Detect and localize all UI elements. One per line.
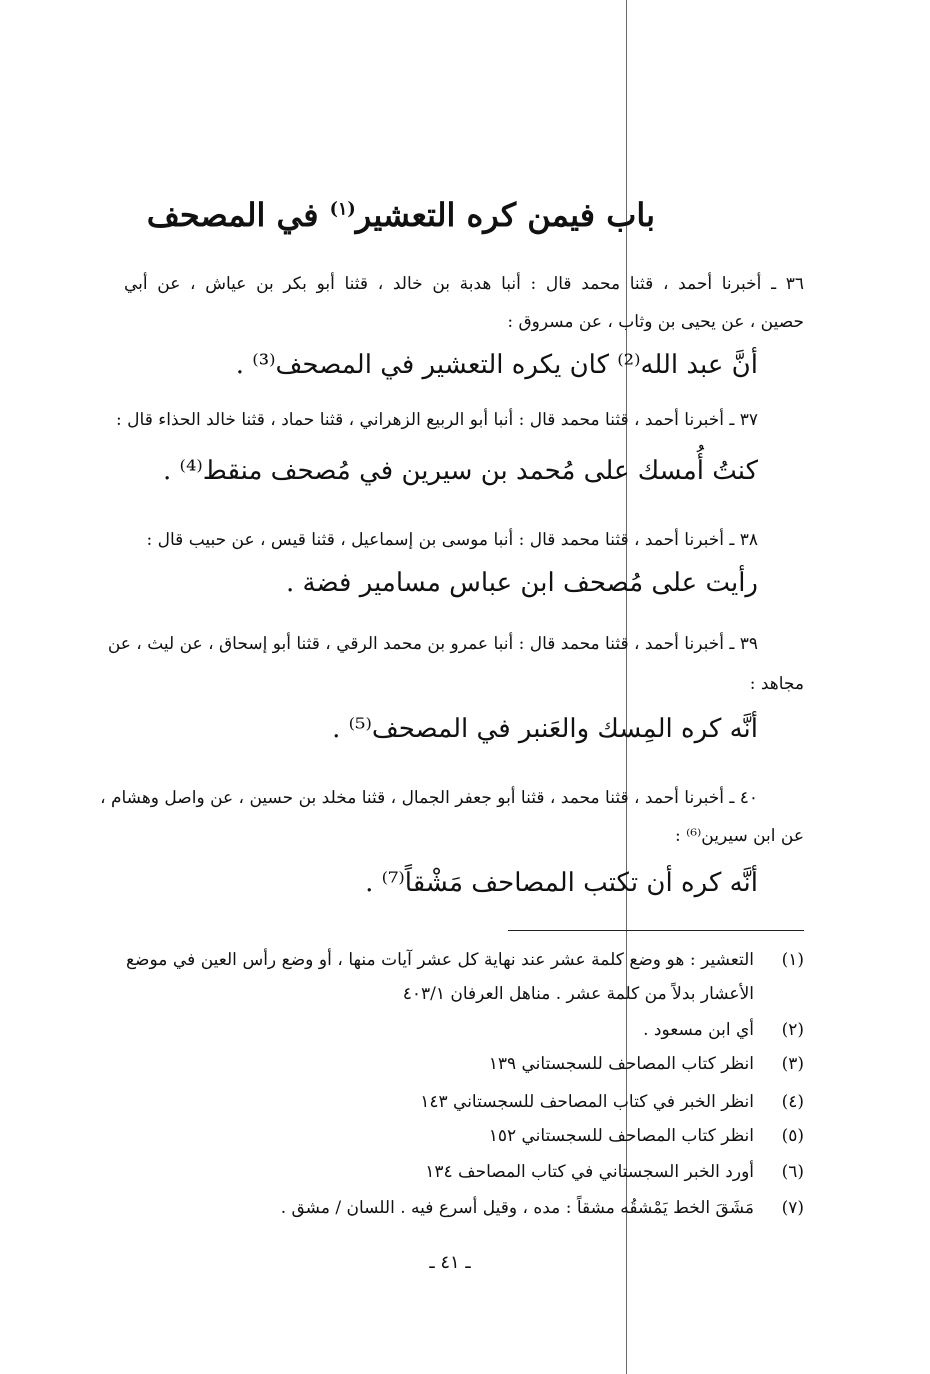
footnote-4-text: انظر الخبر في كتاب المصاحف للسجستاني ١٤٣ (420, 1092, 754, 1112)
entry-36-isnad-line-1: ٣٦ ـ أخبرنا أحمد ، قثنا محمد قال : أنبا هدبة بن خالد ، قثنا أبو بكر بن عياش ، عن أبي (124, 274, 804, 294)
page-number: ـ ٤١ ـ (429, 1252, 471, 1273)
entry-36-quote: أنَّ عبد الله⁽²⁾ كان يكره التعشير في المصحف⁽³⁾ . (235, 350, 758, 380)
footnote-6-number: (٦) (781, 1162, 804, 1182)
footnote-2-number: (٢) (781, 1020, 804, 1040)
heading-footnote-ref: (١) (329, 198, 356, 220)
entry-40-isnad-line-1: ٤٠ ـ أخبرنا أحمد ، قثنا محمد ، قثنا أبو جعفر الجمال ، قثنا مخلد بن حسين ، عن واصل وهشام ، (100, 788, 758, 808)
footnote-separator (508, 930, 804, 931)
footnote-1-continuation: الأعشار بدلاً من كلمة عشر . مناهل العرفان ٤٠٣/١ (402, 984, 754, 1004)
heading-text: باب فيمن كره التعشير (355, 196, 655, 234)
entry-39-isnad-line-2: مجاهد : (749, 674, 804, 694)
entry-40-isnad-line-2: عن ابن سيرين⁽⁶⁾ : (674, 826, 804, 846)
entry-39-isnad-line-1: ٣٩ ـ أخبرنا أحمد ، قثنا محمد قال : أنبا عمرو بن محمد الرقي ، قثنا أبو إسحاق ، عن ليث ، عن (107, 634, 758, 654)
chapter-heading (146, 196, 655, 234)
entry-37-isnad-line-1: ٣٧ ـ أخبرنا أحمد ، قثنا محمد قال : أنبا أبو الربيع الزهراني ، قثنا حماد ، قثنا خالد الحذاء قال : (116, 410, 758, 430)
entry-37-quote: كنتُ أُمسك على مُحمد بن سيرين في مُصحف منقط⁽⁴⁾ . (163, 456, 758, 486)
footnote-7-number: (٧) (781, 1198, 804, 1218)
entry-38-isnad-line-1: ٣٨ ـ أخبرنا أحمد ، قثنا محمد قال : أنبا موسى بن إسماعيل ، قثنا قيس ، عن حبيب قال : (146, 530, 758, 550)
heading-text-end: في المصحف (146, 196, 330, 234)
footnote-3-text: انظر كتاب المصاحف للسجستاني ١٣٩ (488, 1054, 754, 1074)
footnote-7-text: مَشَقَ الخط يَمْشقُه مشقاً : مده ، وقيل أسرع فيه . اللسان / مشق . (280, 1198, 754, 1218)
footnote-1-number: (١) (781, 950, 804, 970)
footnote-5-number: (٥) (781, 1126, 804, 1146)
entry-40-quote: أنَّه كره أن تكتب المصاحف مَشْقاً⁽⁷⁾ . (365, 868, 758, 898)
footnote-5-text: انظر كتاب المصاحف للسجستاني ١٥٢ (488, 1126, 754, 1146)
footnote-3-number: (٣) (781, 1054, 804, 1074)
entry-39-quote: أنَّه كره المِسك والعَنبر في المصحف⁽⁵⁾ . (332, 714, 758, 744)
footnote-4-number: (٤) (781, 1092, 804, 1112)
footnote-1-text: التعشير : هو وضع كلمة عشر عند نهاية كل عشر آيات منها ، أو وضع رأس العين في موضع (126, 950, 754, 970)
entry-36-isnad-line-2: حصين ، عن يحيى بن وثاب ، عن مسروق : (507, 312, 804, 332)
footnote-6-text: أورد الخبر السجستاني في كتاب المصاحف ١٣٤ (425, 1162, 754, 1182)
footnote-2-text: أي ابن مسعود . (643, 1020, 754, 1040)
entry-38-quote: رأيت على مُصحف ابن عباس مسامير فضة . (286, 568, 758, 598)
